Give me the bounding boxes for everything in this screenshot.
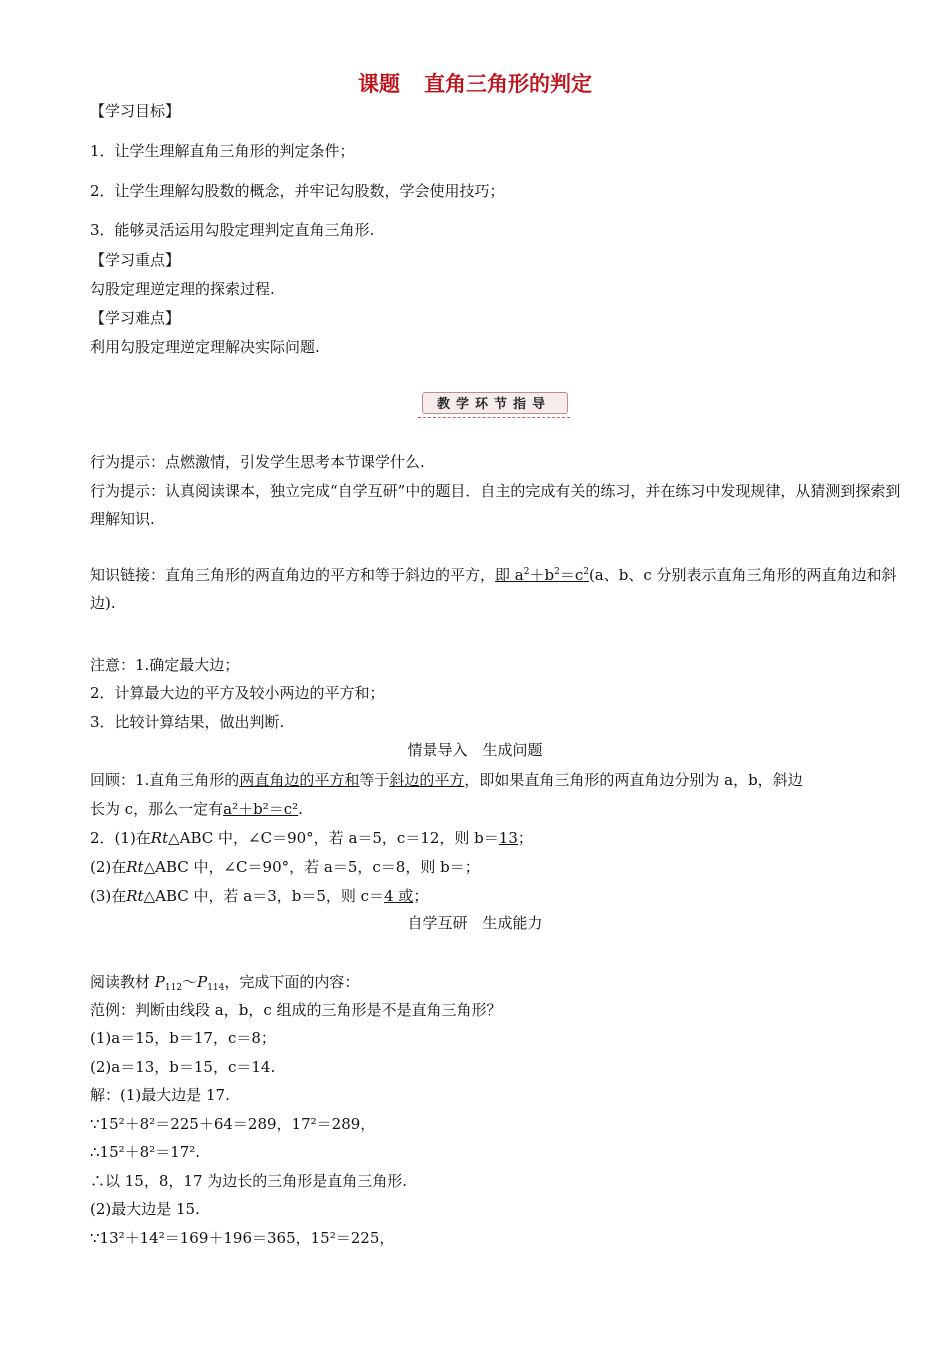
- objective-3: 3．能够灵活运用勾股定理判定直角三角形.: [90, 221, 375, 239]
- title-label: 课题: [358, 72, 400, 96]
- formula-b: ＋b: [529, 566, 555, 584]
- page-ref-1: P: [154, 973, 165, 991]
- solution-line-6: ∵13²＋14²＝169＋196＝365，15²＝225，: [90, 1229, 395, 1247]
- review-end: .: [298, 800, 303, 818]
- q1-text: △ABC 中，∠C＝90°，若 a＝5，c＝12，则 b＝: [168, 829, 499, 847]
- section-heading-selfstudy: 自学互研 生成能力: [407, 914, 543, 932]
- page-ref-2-num: 114: [207, 983, 225, 993]
- reading-suffix: ，完成下面的内容：: [224, 973, 360, 991]
- solution-line-5: (2)最大边是 15.: [90, 1200, 200, 1218]
- solution-line-2: ∵15²＋8²＝225＋64＝289，17²＝289，: [90, 1115, 376, 1133]
- reading-prefix: 阅读教材: [90, 973, 151, 991]
- example-case-1: (1)a＝15，b＝17，c＝8；: [90, 1029, 276, 1047]
- rt-label: Rt: [126, 858, 144, 876]
- range-tilde: ～: [182, 973, 198, 991]
- objective-1: 1．让学生理解直角三角形的判定条件；: [90, 142, 355, 160]
- review-line-1: [90, 770, 803, 790]
- knowledge-formula: [495, 566, 589, 584]
- title-text: 直角三角形的判定: [424, 72, 592, 96]
- solution-line-4: ∴以 15，8，17 为边长的三角形是直角三角形.: [90, 1172, 408, 1190]
- banner-text: 教学环节指导: [436, 397, 551, 412]
- q2-text: △ABC 中，∠C＝90°，若 a＝5，c＝8，则 b＝；: [143, 858, 480, 876]
- question-1: [90, 828, 533, 848]
- q2-prefix: (2)在: [90, 858, 127, 876]
- q1-prefix: 2．(1)在: [90, 829, 151, 847]
- q3-end: ；: [413, 887, 429, 905]
- note-3: 3．比较计算结果，做出判断.: [90, 713, 285, 731]
- difficulty-text: 利用勾股定理逆定理解决实际问题.: [90, 338, 320, 356]
- q3-prefix: (3)在: [90, 887, 127, 905]
- section-heading-intro: 情景导入 生成问题: [407, 741, 543, 759]
- teaching-guide-banner: [422, 390, 566, 416]
- example-case-2: (2)a＝13，b＝15，c＝14.: [90, 1058, 276, 1076]
- question-2: [90, 857, 480, 877]
- review-text-l2: 长为 c，那么一定有: [90, 800, 224, 818]
- exp-b: 2: [554, 567, 560, 577]
- objectives-header: 【学习目标】: [90, 102, 181, 120]
- note-2: 2．计算最大边的平方及较小两边的平方和；: [90, 684, 385, 702]
- key-point-header: 【学习重点】: [90, 251, 181, 269]
- knowledge-prefix: 知识链接：直角三角形的两直角边的平方和等于斜边的平方，: [90, 566, 496, 584]
- q1-end: ；: [517, 829, 533, 847]
- key-point-text: 勾股定理逆定理的探索过程.: [90, 280, 275, 298]
- question-3: [90, 886, 428, 906]
- hint-2: 行为提示：认真阅读课本，独立完成“自学互研”中的题目．自主的完成有关的练习，并在练习中发现规律，从猜测到探索到理解知识.: [90, 482, 901, 528]
- example-question: 范例：判断由线段 a，b，c 组成的三角形是不是直角三角形？: [90, 1001, 502, 1019]
- rt-label: Rt: [150, 829, 169, 847]
- q1-answer: 13: [498, 829, 518, 847]
- exp-a: 2: [523, 567, 530, 577]
- review-formula: a²＋b²＝c²: [223, 800, 299, 818]
- difficulty-header: 【学习难点】: [90, 309, 181, 327]
- formula-c: ＝c: [559, 566, 584, 584]
- hint-1: 行为提示：点燃激情，引发学生思考本节课学什么.: [90, 453, 425, 471]
- exp-c: 2: [583, 567, 589, 577]
- review-text-a: 回顾：1.直角三角形的: [90, 771, 240, 789]
- solution-line-3: ∴15²＋8²＝17².: [90, 1143, 201, 1161]
- page-title: [0, 68, 950, 98]
- solution-line-1: 解：(1)最大边是 17.: [90, 1086, 230, 1104]
- review-answer-2: 斜边的平方: [389, 771, 465, 789]
- rt-label: Rt: [126, 887, 144, 905]
- review-text-e: ，即如果直角三角形的两直角边分别为 a，b，斜边: [464, 771, 803, 789]
- review-text-c: 等于: [359, 771, 390, 789]
- knowledge-suffix: (a、b、c 分别表示直角三角形的两直角边和斜边).: [90, 566, 897, 612]
- knowledge-link: [90, 561, 905, 617]
- formula-a: 即 a: [495, 566, 524, 584]
- note-1: 注意：1.确定最大边；: [90, 656, 240, 674]
- objective-2: 2．让学生理解勾股数的概念，并牢记勾股数，学会使用技巧；: [90, 182, 505, 200]
- review-answer-1: 两直角边的平方和: [239, 771, 360, 789]
- q3-answer: 4 或: [384, 887, 414, 905]
- banner-underline: [418, 417, 570, 418]
- review-line-2: [90, 799, 303, 819]
- q3-text: △ABC 中，若 a＝3，b＝5，则 c＝: [143, 887, 385, 905]
- page-ref-2: P: [197, 973, 208, 991]
- page-ref-1-num: 112: [164, 983, 183, 993]
- reading-instruction: [90, 972, 359, 992]
